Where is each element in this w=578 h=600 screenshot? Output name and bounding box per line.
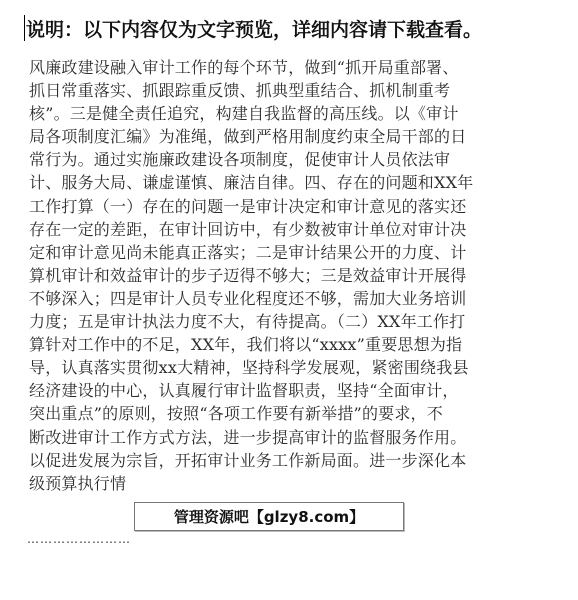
body-line: 抓日常重落实、抓跟踪重反馈、抓典型重结合、抓机制重考 [29,81,451,101]
body-line: 突出重点”的原则，按照“各项工作要有新举措”的要求，不 [29,404,443,424]
text-cursor [24,15,25,41]
body-line: 常行为。通过实施廉政建设各项制度，促使审计人员依法审 [29,150,451,170]
body-line: 核”。三是健全责任追究，构建自我监督的高压线。以《审计 [29,104,459,124]
body-line: 断改进审计工作方式方法，进一步提高审计的监督服务作用。 [29,427,467,447]
body-line: 算机审计和效益审计的步子迈得不够大；三是效益审计开展得 [29,265,467,285]
body-line: 存在一定的差距，在审计回访中，有少数被审计单位对审计决 [29,219,467,239]
body-line: 力度；五是审计执法力度不大，有待提高。（二）XX年工作打 [29,312,466,332]
body-line: 算针对工作中的不足，XX年，我们将以“xxxx”重要思想为指 [29,335,463,355]
body-line: 导，认真落实贯彻xx大精神，坚持科学发展观，紧密围绕我县 [29,358,469,378]
body-line: 风廉政建设融入审计工作的每个环节，做到“抓开局重部署、 [29,58,459,77]
preview-notice-text: 说明：以下内容仅为文字预览，详细内容请下载查看。 [26,18,483,41]
body-line: 计、服务大局、谦虚谨慎、廉洁自律。四、存在的问题和XX年 [29,173,474,193]
body-line: 局各项制度汇编》为准绳，做到严格用制度约束全局干部的日 [29,127,467,147]
body-line: 不够深入；四是审计人员专业化程度还不够，需加大业务培训 [29,288,467,308]
body-line: 以促进发展为宗旨，开拓审计业务工作新局面。进一步深化本 [29,450,467,470]
site-watermark-label: 管理资源吧【glzy8.com】 [134,502,404,531]
preview-notice [24,14,564,42]
body-line: 经济建设的中心，认真履行审计监督职责，坚持“全面审计， [29,381,459,401]
truncation-ellipsis: …………………… [27,532,131,546]
body-line: 定和审计意见尚未能真正落实；二是审计结果公开的力度、计 [29,242,467,262]
body-line: 工作打算（一）存在的问题一是审计决定和审计意见的落实还 [29,196,467,216]
body-line: 级预算执行情 [29,473,127,493]
document-body [29,56,549,495]
